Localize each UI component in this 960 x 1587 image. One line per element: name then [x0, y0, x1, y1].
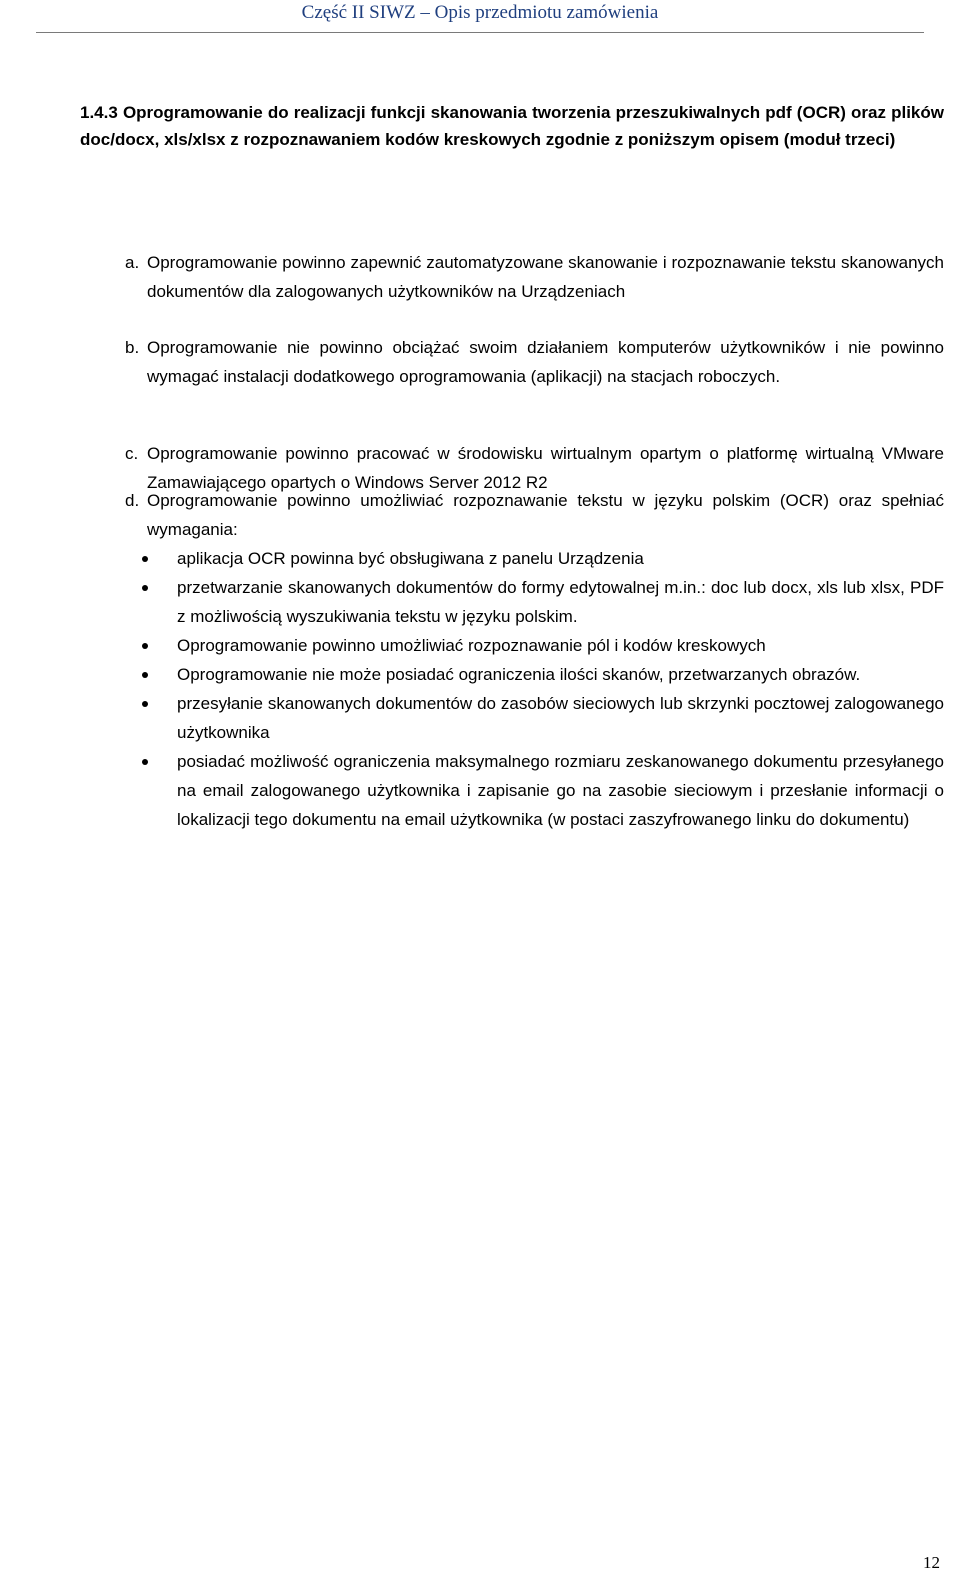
- requirements-bullet-list: [125, 544, 944, 834]
- bullet-text: Oprogramowanie powinno umożliwiać rozpoznawanie pól i kodów kreskowych: [177, 636, 766, 655]
- bullet-text: przesyłanie skanowanych dokumentów do zasobów sieciowych lub skrzynki pocztowej zalogowanego użytkownika: [177, 694, 944, 742]
- header-divider: [36, 32, 924, 33]
- bullet-text: Oprogramowanie nie może posiadać ograniczenia ilości skanów, przetwarzanych obrazów.: [177, 665, 861, 684]
- bullet-text: przetwarzanie skanowanych dokumentów do formy edytowalnej m.in.: doc lub docx, xls lub xlsx, PDF z możliwością wyszukiwania tekstu w języku polskim.: [177, 578, 944, 626]
- bullet-item: [125, 544, 944, 573]
- section-title: Oprogramowanie do realizacji funkcji skanowania tworzenia przeszukiwalnych pdf (OCR) oraz plików doc/docx, xls/xlsx z rozpoznawaniem kodów kreskowych zgodnie z poniższym opisem (moduł trzeci): [80, 103, 944, 149]
- bullet-item: [125, 631, 944, 660]
- bullet-text: posiadać możliwość ograniczenia maksymalnego rozmiaru zeskanowanego dokumentu przesyłanego na email zalogowanego użytkownika i zapisanie go na zasobie sieciowym i przesłanie informacji o lokalizacji tego dokumentu na email użytkownika (w postaci zaszyfrowanego linku do dokumentu): [177, 752, 944, 829]
- list-item-text: Oprogramowanie nie powinno obciążać swoim działaniem komputerów użytkowników i nie powinno wymagać instalacji dodatkowego oprogramowania (aplikacji) na stacjach roboczych.: [147, 338, 944, 386]
- list-item-b: [125, 333, 944, 391]
- list-item-a: [125, 248, 944, 306]
- bullet-text: aplikacja OCR powinna być obsługiwana z panelu Urządzenia: [177, 549, 644, 568]
- bullet-item: [125, 573, 944, 631]
- page-number: [923, 1553, 940, 1573]
- bullet-icon: [142, 701, 148, 707]
- list-item-d: [125, 486, 944, 834]
- page-number-value: 12: [923, 1553, 940, 1572]
- bullet-item: [125, 689, 944, 747]
- bullet-icon: [142, 585, 148, 591]
- list-marker: a.: [125, 253, 140, 272]
- page-header-title: Część II SIWZ – Opis przedmiotu zamówienia: [301, 2, 659, 23]
- bullet-item: [125, 660, 944, 689]
- section-number: 1.4.3: [80, 103, 118, 122]
- bullet-icon: [142, 759, 148, 765]
- bullet-icon: [142, 556, 148, 562]
- section-heading: [80, 99, 944, 153]
- list-item-text: Oprogramowanie powinno pracować w środowisku wirtualnym opartym o platformę wirtualną VMware Zamawiającego opartych o Windows Server 2012 R2: [147, 444, 944, 492]
- list-marker: b.: [125, 338, 140, 357]
- list-item-text: Oprogramowanie powinno zapewnić zautomatyzowane skanowanie i rozpoznawanie tekstu skanowanych dokumentów dla zalogowanych użytkowników na Urządzeniach: [147, 253, 944, 301]
- page-header: [36, 0, 924, 32]
- list-marker: d.: [125, 491, 140, 510]
- bullet-item: [125, 747, 944, 834]
- list-item-text: Oprogramowanie powinno umożliwiać rozpoznawanie tekstu w języku polskim (OCR) oraz spełniać wymagania:: [147, 491, 944, 539]
- bullet-icon: [142, 672, 148, 678]
- list-marker: c.: [125, 444, 139, 463]
- bullet-icon: [142, 643, 148, 649]
